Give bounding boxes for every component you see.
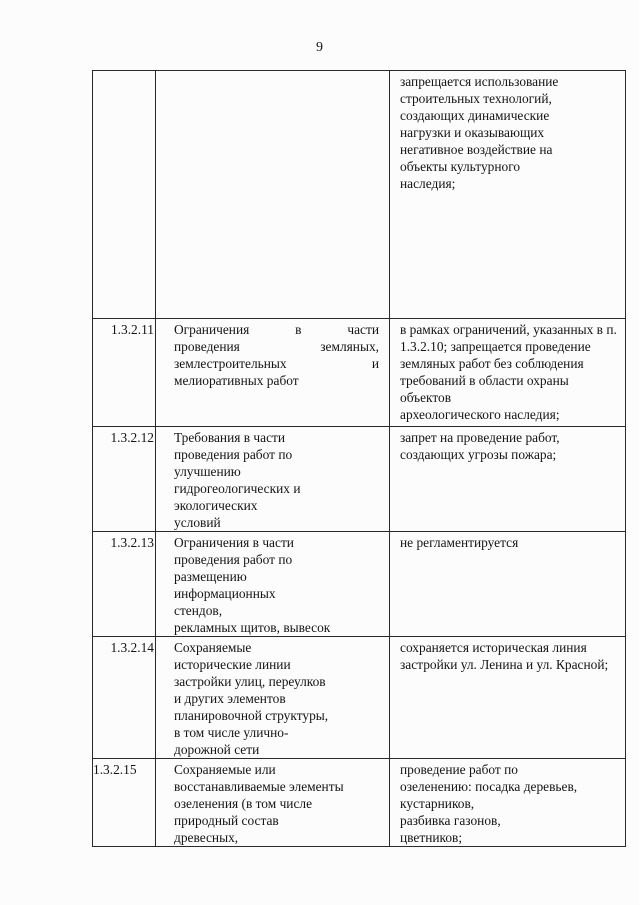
- page-number: 9: [316, 40, 323, 55]
- text-line: объекты культурного: [400, 159, 521, 174]
- text-line: разбивка газонов,: [400, 813, 501, 828]
- text-line: строительных технологий,: [400, 91, 552, 106]
- row-category: [156, 427, 390, 532]
- table-row: [93, 759, 626, 847]
- text-line: не регламентируется: [400, 535, 519, 550]
- text-line: природный состав: [174, 813, 279, 828]
- text-line: исторические линии: [174, 657, 291, 672]
- regulation-table: [92, 70, 626, 847]
- text-line: создающих угрозы пожара;: [400, 447, 557, 462]
- text-line: сохраняется историческая линия: [400, 640, 587, 655]
- text-line: Ограничения в части: [174, 535, 294, 550]
- text-line: экологических: [174, 498, 258, 513]
- text-line: планировочной структуры,: [174, 708, 329, 723]
- text-line: требований в области охраны: [400, 373, 569, 388]
- table-row: [93, 637, 626, 759]
- text-line: гидрогеологических и: [174, 481, 301, 496]
- text-line: информационных: [174, 586, 276, 601]
- text-line: застройки улиц, переулков: [174, 674, 326, 689]
- text-line: 1.3.2.10; запрещается проведение: [400, 339, 591, 354]
- text-line: Сохраняемые: [174, 640, 252, 655]
- text-line: в том числе улично-: [174, 725, 289, 740]
- text-line: озеленения (в том числе: [174, 796, 313, 811]
- row-number: 1.3.2.11: [93, 319, 156, 427]
- row-requirement: [390, 427, 626, 532]
- row-category: [156, 532, 390, 637]
- text-line: негативное воздействие на: [400, 142, 553, 157]
- row-requirement: [390, 637, 626, 759]
- text-line: улучшению: [174, 464, 241, 479]
- text-line: Сохраняемые или: [174, 762, 276, 777]
- text-line: и других элементов: [174, 691, 286, 706]
- row-category: [156, 637, 390, 759]
- text-line: запрет на проведение работ,: [400, 430, 560, 445]
- text-line: стендов,: [174, 603, 223, 618]
- row-category: [156, 71, 390, 319]
- row-number: 1.3.2.14: [93, 637, 156, 759]
- table-row: [93, 71, 626, 319]
- text-line: наследия;: [400, 176, 456, 191]
- text-line: объектов: [400, 390, 452, 405]
- text-line: размещению: [174, 569, 247, 584]
- text-line: Требования в части: [174, 430, 286, 445]
- text-line: застройки ул. Ленина и ул. Красной;: [400, 657, 609, 672]
- text-line: земляных работ без соблюдения: [400, 356, 584, 371]
- text-line: озеленению: посадка деревьев,: [400, 779, 578, 794]
- text-line: цветников;: [400, 830, 463, 845]
- row-requirement: [390, 532, 626, 637]
- row-number: 1.3.2.15: [93, 759, 156, 847]
- text-line: проведение работ по: [400, 762, 518, 777]
- row-category: [156, 759, 390, 847]
- row-requirement: [390, 319, 626, 427]
- row-number: 1.3.2.13: [93, 532, 156, 637]
- row-requirement: [390, 759, 626, 847]
- row-category: [156, 319, 390, 427]
- text-line: дорожной сети: [174, 742, 260, 757]
- row-requirement: [390, 71, 626, 319]
- row-number: [93, 71, 156, 319]
- table-row: [93, 532, 626, 637]
- text-line: запрещается использование: [400, 74, 559, 89]
- text-line: проведения работ по: [174, 447, 293, 462]
- text-line: в рамках ограничений, указанных в п.: [400, 322, 617, 337]
- text-line: условий: [174, 515, 221, 530]
- text-line: мелиоративных работ: [174, 373, 299, 388]
- text-line: создающих динамические: [400, 108, 550, 123]
- text-line: археологического наследия;: [400, 407, 560, 422]
- text-line: проведения работ по: [174, 552, 293, 567]
- text-line: рекламных щитов, вывесок: [174, 620, 331, 635]
- text-line: Ограничения в части: [174, 322, 379, 337]
- table-row: [93, 427, 626, 532]
- text-line: нагрузки и оказывающих: [400, 125, 545, 140]
- row-number: 1.3.2.12: [93, 427, 156, 532]
- text-line: древесных,: [174, 830, 239, 845]
- text-line: кустарников,: [400, 796, 475, 811]
- text-line: восстанавливаемые элементы: [174, 779, 344, 794]
- table-row: [93, 319, 626, 427]
- text-line: проведения земляных,: [174, 339, 379, 354]
- text-line: землестроительных и: [174, 356, 379, 371]
